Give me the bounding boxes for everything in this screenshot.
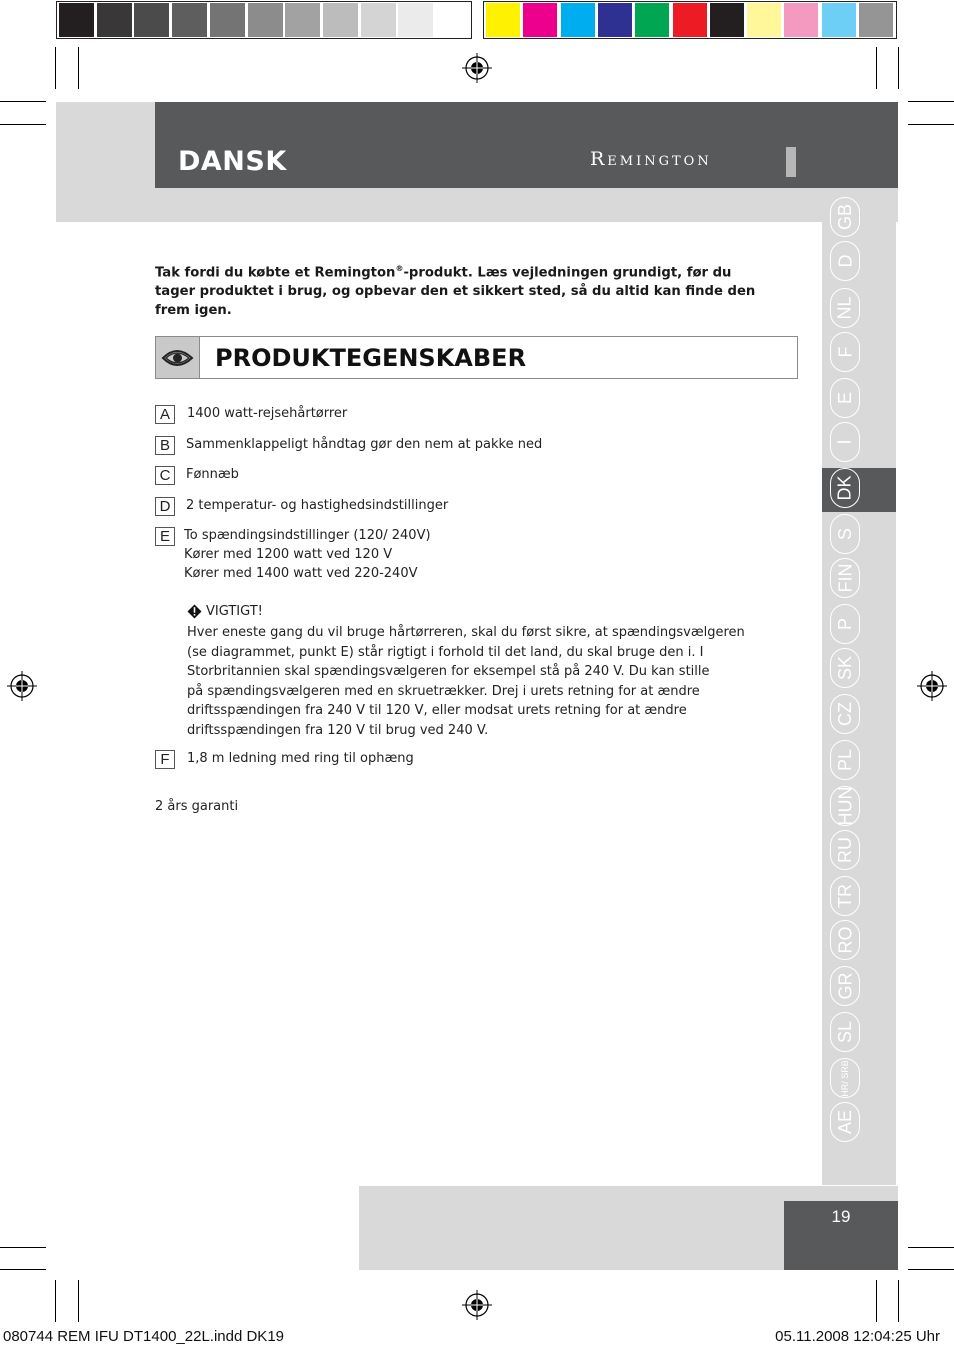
- grey-swatch: [436, 3, 471, 37]
- grey-swatch: [361, 3, 396, 37]
- page-number: 19: [831, 1207, 851, 1226]
- language-tab-d[interactable]: [830, 241, 860, 281]
- registration-mark-icon: [7, 671, 37, 701]
- language-tab-f[interactable]: [830, 332, 860, 372]
- language-tab-ru[interactable]: [830, 830, 860, 870]
- feature-text: 1,8 m ledning med ring til ophæng: [187, 751, 414, 766]
- feature-text: Sammenklappeligt håndtag gør den nem at pakke ned: [186, 437, 543, 452]
- language-tab-label: DK: [834, 475, 855, 501]
- language-tab-pl[interactable]: [830, 740, 860, 780]
- page-title: DANSK: [178, 146, 287, 177]
- language-tab-label: E: [834, 391, 855, 405]
- language-tab-label: FIN: [835, 563, 855, 593]
- grey-swatch: [248, 3, 283, 37]
- language-tab-ae[interactable]: [830, 1102, 860, 1142]
- feature-text: Kører med 1200 watt ved 120 V: [184, 547, 393, 562]
- language-tab-cz[interactable]: [830, 694, 860, 734]
- brand-accent-block: [786, 147, 796, 177]
- color-swatch: [784, 3, 818, 37]
- color-swatch: [635, 3, 669, 37]
- feature-text: 2 temperatur- og hastighedsindstillinger: [186, 498, 449, 513]
- language-tab-sk[interactable]: [830, 648, 860, 688]
- feature-letter: E: [155, 527, 175, 546]
- grey-swatch: [97, 3, 132, 37]
- language-tab-s[interactable]: [830, 514, 860, 554]
- language-tab-label: GB: [834, 203, 855, 231]
- grey-swatch: [285, 3, 320, 37]
- language-tab-label: D: [835, 254, 855, 268]
- color-swatch: [710, 3, 744, 37]
- grey-swatch: [210, 3, 245, 37]
- language-tab-ro[interactable]: [830, 920, 860, 960]
- registration-mark-icon: [462, 1290, 492, 1320]
- language-tab-nl[interactable]: [830, 288, 860, 328]
- grey-swatch: [134, 3, 169, 37]
- eye-icon: [155, 336, 200, 379]
- color-swatch: [673, 3, 707, 37]
- language-tab-label: S: [834, 527, 855, 541]
- language-tab-label: CZ: [835, 702, 855, 726]
- feature-letter: C: [155, 466, 175, 485]
- language-tab-label: HR/ SRB: [839, 1059, 850, 1097]
- registration-mark-icon: [917, 671, 947, 701]
- feature-text: Kører med 1400 watt ved 220-240V: [184, 566, 418, 581]
- brand-logo: Remington: [590, 148, 712, 170]
- language-tab-label: NL: [834, 296, 855, 320]
- intro-text: Tak fordi du købte et Remington®-produkt. Læs vejledningen grundigt, før du tager produktet i brug, og opbevar den et sikkert sted, så du altid kan finde den frem igen.: [155, 264, 756, 319]
- grey-swatch: [59, 3, 94, 37]
- language-tab-dk[interactable]: [830, 468, 860, 508]
- color-swatch: [859, 3, 893, 37]
- warning-title: VIGTIGT!: [206, 604, 263, 619]
- feature-letter: A: [155, 405, 175, 424]
- language-tab-hun[interactable]: [830, 786, 860, 826]
- language-tab-label: I: [834, 439, 855, 445]
- color-swatch: [561, 3, 595, 37]
- feature-letter: F: [155, 750, 175, 769]
- language-tab-label: HUN: [835, 786, 855, 826]
- grey-swatch: [323, 3, 358, 37]
- section-icon-box: [155, 336, 200, 379]
- language-tab-label: RO: [835, 926, 855, 954]
- feature-letter: B: [155, 436, 175, 455]
- language-tab-gr[interactable]: [830, 966, 860, 1006]
- language-tab-e[interactable]: [830, 378, 860, 418]
- language-tab-label: F: [835, 346, 855, 358]
- feature-text: 1400 watt-rejsehårtørrer: [187, 406, 348, 421]
- language-tab-label: SK: [834, 655, 855, 681]
- file-slug: 080744 REM IFU DT1400_22L.indd DK19: [3, 1328, 285, 1345]
- section-title: PRODUKTEGENSKABER: [215, 344, 527, 372]
- language-tab-fin[interactable]: [830, 558, 860, 598]
- color-swatch: [598, 3, 632, 37]
- color-swatch: [523, 3, 557, 37]
- language-tab-label: TR: [835, 884, 855, 908]
- language-tab-gb[interactable]: [830, 197, 860, 237]
- language-tab-tr[interactable]: [830, 876, 860, 916]
- language-tab-label: GR: [835, 972, 855, 1000]
- color-swatch: [747, 3, 781, 37]
- grey-swatch: [172, 3, 207, 37]
- registration-mark-icon: [462, 53, 492, 83]
- feature-text: To spændingsindstillinger (120/ 240V): [184, 528, 431, 543]
- language-tab-i[interactable]: [830, 422, 860, 462]
- color-swatch: [822, 3, 856, 37]
- language-tab-label: SL: [835, 1020, 855, 1044]
- grey-swatch: [398, 3, 433, 37]
- color-swatch: [486, 3, 520, 37]
- language-tab-label: PL: [835, 748, 855, 772]
- language-tab-label: P: [834, 617, 855, 631]
- language-tab-sl[interactable]: [830, 1012, 860, 1052]
- warning-diamond-icon: [187, 604, 202, 619]
- date-slug: 05.11.2008 12:04:25 Uhr: [775, 1328, 940, 1345]
- feature-text: Fønnæb: [186, 467, 239, 482]
- language-tab-p[interactable]: [830, 604, 860, 644]
- warranty-text: 2 års garanti: [155, 799, 239, 814]
- warning-text: Hver eneste gang du vil bruge hårtørreren, skal du først sikre, at spændingsvælgeren (se diagrammet, punkt E) står rigtigt i forhold til det land, du skal bruge den i. I Storbritannien skal spændingsvælgeren for eksempel stå på 240 V. Du kan stille på spændingsvælgeren med en skruetrækker. Drej i urets retning for at ændre driftsspændingen fra 240 V til 120 V, eller modsat urets retning for at ændre driftsspændingen fra 120 V til brug ved 240 V.: [187, 625, 745, 738]
- language-tab-label: AE: [834, 1109, 855, 1135]
- language-tab-label: RU: [835, 837, 855, 863]
- feature-letter: D: [155, 497, 175, 516]
- language-tab-hrsrb[interactable]: [830, 1058, 860, 1098]
